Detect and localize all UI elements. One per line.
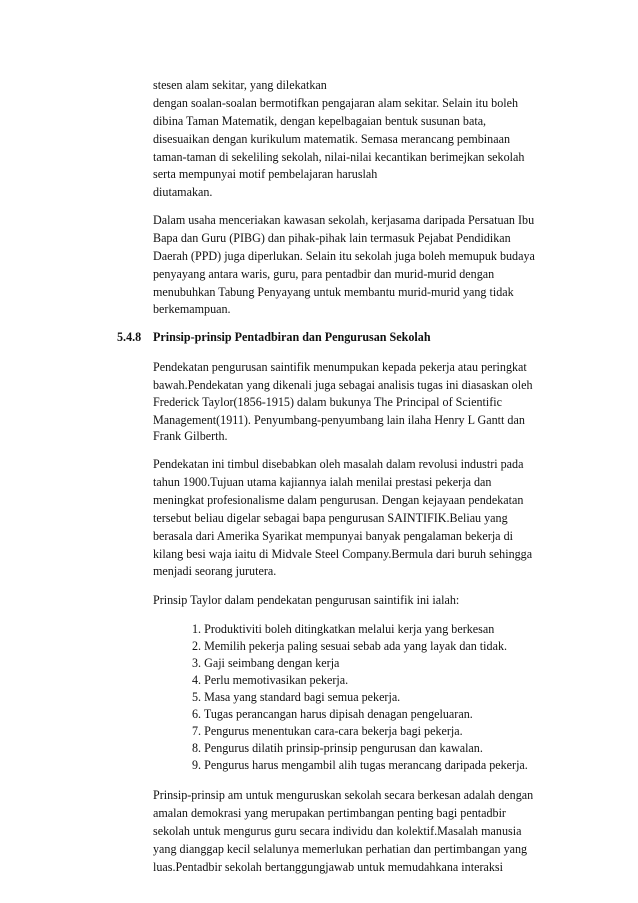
text-line: dengan soalan-soalan bermotifkan pengajaran alam sekitar. Selain itu boleh	[153, 96, 519, 110]
text-line: serta mempunyai motif pembelajaran haruslah	[153, 167, 378, 181]
list-item: 5. Masa yang standard bagi semua pekerja.	[192, 690, 401, 704]
text-line: luas.Pentadbir sekolah bertanggungjawab untuk memudahkana interaksi	[153, 860, 503, 874]
text-line: Prinsip-prinsip am untuk menguruskan sekolah secara berkesan adalah dengan	[153, 788, 534, 802]
text-line: Daerah (PPD) juga diperlukan. Selain itu sekolah juga boleh memupuk budaya	[153, 249, 535, 263]
text-line: yang dianggap kecil selalunya memerlukan perhatian dan pertimbangan yang	[153, 842, 528, 856]
text-line: amalan demokrasi yang merupakan pertimbangan penting bagi pentadbir	[153, 806, 506, 820]
text-line: Management(1911). Penyumbang-penyumbang lain ilaha Henry L Gantt dan	[153, 413, 525, 427]
list-item: 9. Pengurus harus mengambil alih tugas merancang daripada pekerja.	[192, 758, 528, 772]
text-line: stesen alam sekitar, yang dilekatkan	[153, 78, 327, 92]
text-line: bawah.Pendekatan yang dikenali juga sebagai analisis tugas ini diasaskan oleh	[153, 378, 533, 392]
text-line: tahun 1900.Tujuan utama kajiannya ialah menilai prestasi pekerja dan	[153, 475, 492, 489]
text-line: Frank Gilberth.	[153, 429, 228, 443]
section-title: Prinsip-prinsip Pentadbiran dan Pengurusan Sekolah	[153, 330, 431, 344]
text-line: Pendekatan pengurusan saintifik menumpukan kepada pekerja atau peringkat	[153, 360, 527, 374]
section-number: 5.4.8	[117, 330, 142, 344]
text-line: berasala dari Amerika Syarikat mempunyai banyak pengalaman bekerja di	[153, 529, 513, 543]
text-line: diutamakan.	[153, 185, 213, 199]
list-item: 4. Perlu memotivasikan pekerja.	[192, 673, 349, 687]
text-line: berkemampuan.	[153, 302, 231, 316]
list-item: 8. Pengurus dilatih prinsip-prinsip pengurusan dan kawalan.	[192, 741, 483, 755]
text-line: Bapa dan Guru (PIBG) dan pihak-pihak lain termasuk Pejabat Pendidikan	[153, 231, 511, 245]
text-line: taman-taman di sekeliling sekolah, nilai-nilai kecantikan berimejkan sekolah	[153, 150, 525, 164]
text-line: Pendekatan ini timbul disebabkan oleh masalah dalam revolusi industri pada	[153, 457, 524, 471]
text-line: dibina Taman Matematik, dengan kepelbagaian bentuk susunan bata,	[153, 114, 487, 128]
text-line: meningkat profesionalisme dalam pengurusan. Dengan kejayaan pendekatan	[153, 493, 524, 507]
text-line: Frederick Taylor(1856-1915) dalam bukunya The Principal of Scientific	[153, 395, 502, 409]
text-line: Prinsip Taylor dalam pendekatan pengurusan saintifik ini ialah:	[153, 593, 460, 607]
text-line: sekolah untuk mengurus guru secara individu dan kolektif.Masalah manusia	[153, 824, 522, 838]
list-item: 2. Memilih pekerja paling sesuai sebab ada yang layak dan tidak.	[192, 639, 508, 653]
text-line: menubuhkan Tabung Penyayang untuk membantu murid-murid yang tidak	[153, 285, 514, 299]
list-item: 1. Produktiviti boleh ditingkatkan melalui kerja yang berkesan	[192, 622, 495, 636]
list-item: 6. Tugas perancangan harus dipisah denagan pengeluaran.	[192, 707, 473, 721]
text-line: tersebut beliau digelar sebagai bapa pengurusan SAINTIFIK.Beliau yang	[153, 511, 508, 525]
text-line: menjadi seorang jurutera.	[153, 564, 277, 578]
text-line: Dalam usaha menceriakan kawasan sekolah, kerjasama daripada Persatuan Ibu	[153, 213, 535, 227]
list-item: 3. Gaji seimbang dengan kerja	[192, 656, 340, 670]
text-line: kilang besi waja iaitu di Midvale Steel Company.Bermula dari buruh sehingga	[153, 547, 533, 561]
text-line: disesuaikan dengan kurikulum matematik. Semasa merancang pembinaan	[153, 132, 510, 146]
list-item: 7. Pengurus menentukan cara-cara bekerja bagi pekerja.	[192, 724, 463, 738]
text-line: penyayang antara waris, guru, para pentadbir dan murid-murid dengan	[153, 267, 495, 281]
